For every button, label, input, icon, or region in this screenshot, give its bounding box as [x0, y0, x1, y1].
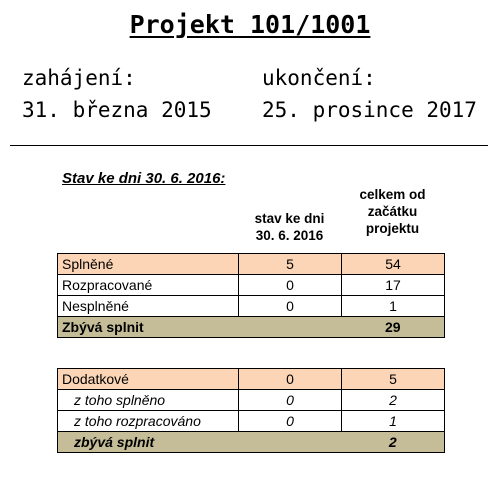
row-value-total: 2: [342, 390, 445, 411]
table-row: [58, 254, 445, 275]
table-row: [58, 369, 445, 390]
column-header-total: celkem od začátku projektu: [359, 187, 426, 236]
page-title: Projekt 101/1001: [129, 10, 371, 39]
start-date: 31. března 2015: [22, 98, 212, 122]
total-empty: [239, 317, 342, 338]
start-label: zahájení:: [22, 66, 136, 90]
row-value-total: 5: [342, 369, 445, 390]
row-value-total: 1: [342, 296, 445, 317]
row-value-current: 5: [239, 254, 342, 275]
table-total-row: [58, 317, 445, 338]
row-value-current: 0: [239, 275, 342, 296]
row-label: Nesplněné: [58, 296, 239, 317]
row-value-current: 0: [239, 390, 342, 411]
total-empty: [239, 432, 342, 453]
row-value-total: 17: [342, 275, 445, 296]
end-label: ukončení:: [262, 66, 376, 90]
column-header-current: stav ke dni 30. 6. 2016: [254, 211, 325, 243]
divider: [10, 145, 488, 146]
row-label: Rozpracované: [58, 275, 239, 296]
table-row: [58, 296, 445, 317]
row-label: z toho splněno: [58, 390, 239, 411]
row-value-total: 54: [342, 254, 445, 275]
table-row: [58, 275, 445, 296]
table-total-row: [58, 432, 445, 453]
total-value: 2: [342, 432, 445, 453]
status-table: [57, 253, 445, 338]
table-row: [58, 390, 445, 411]
row-value-total: 1: [342, 411, 445, 432]
section-title: Stav ke dni 30. 6. 2016:: [62, 170, 226, 187]
total-label: Zbývá splnit: [58, 317, 239, 338]
row-value-current: 0: [239, 369, 342, 390]
additional-table: [57, 368, 445, 453]
row-label: z toho rozpracováno: [58, 411, 239, 432]
row-label: Dodatkové: [58, 369, 239, 390]
end-date: 25. prosince 2017: [262, 98, 477, 122]
row-value-current: 0: [239, 296, 342, 317]
table-row: [58, 411, 445, 432]
row-label: Splněné: [58, 254, 239, 275]
row-value-current: 0: [239, 411, 342, 432]
total-label: zbývá splnit: [58, 432, 239, 453]
total-value: 29: [342, 317, 445, 338]
